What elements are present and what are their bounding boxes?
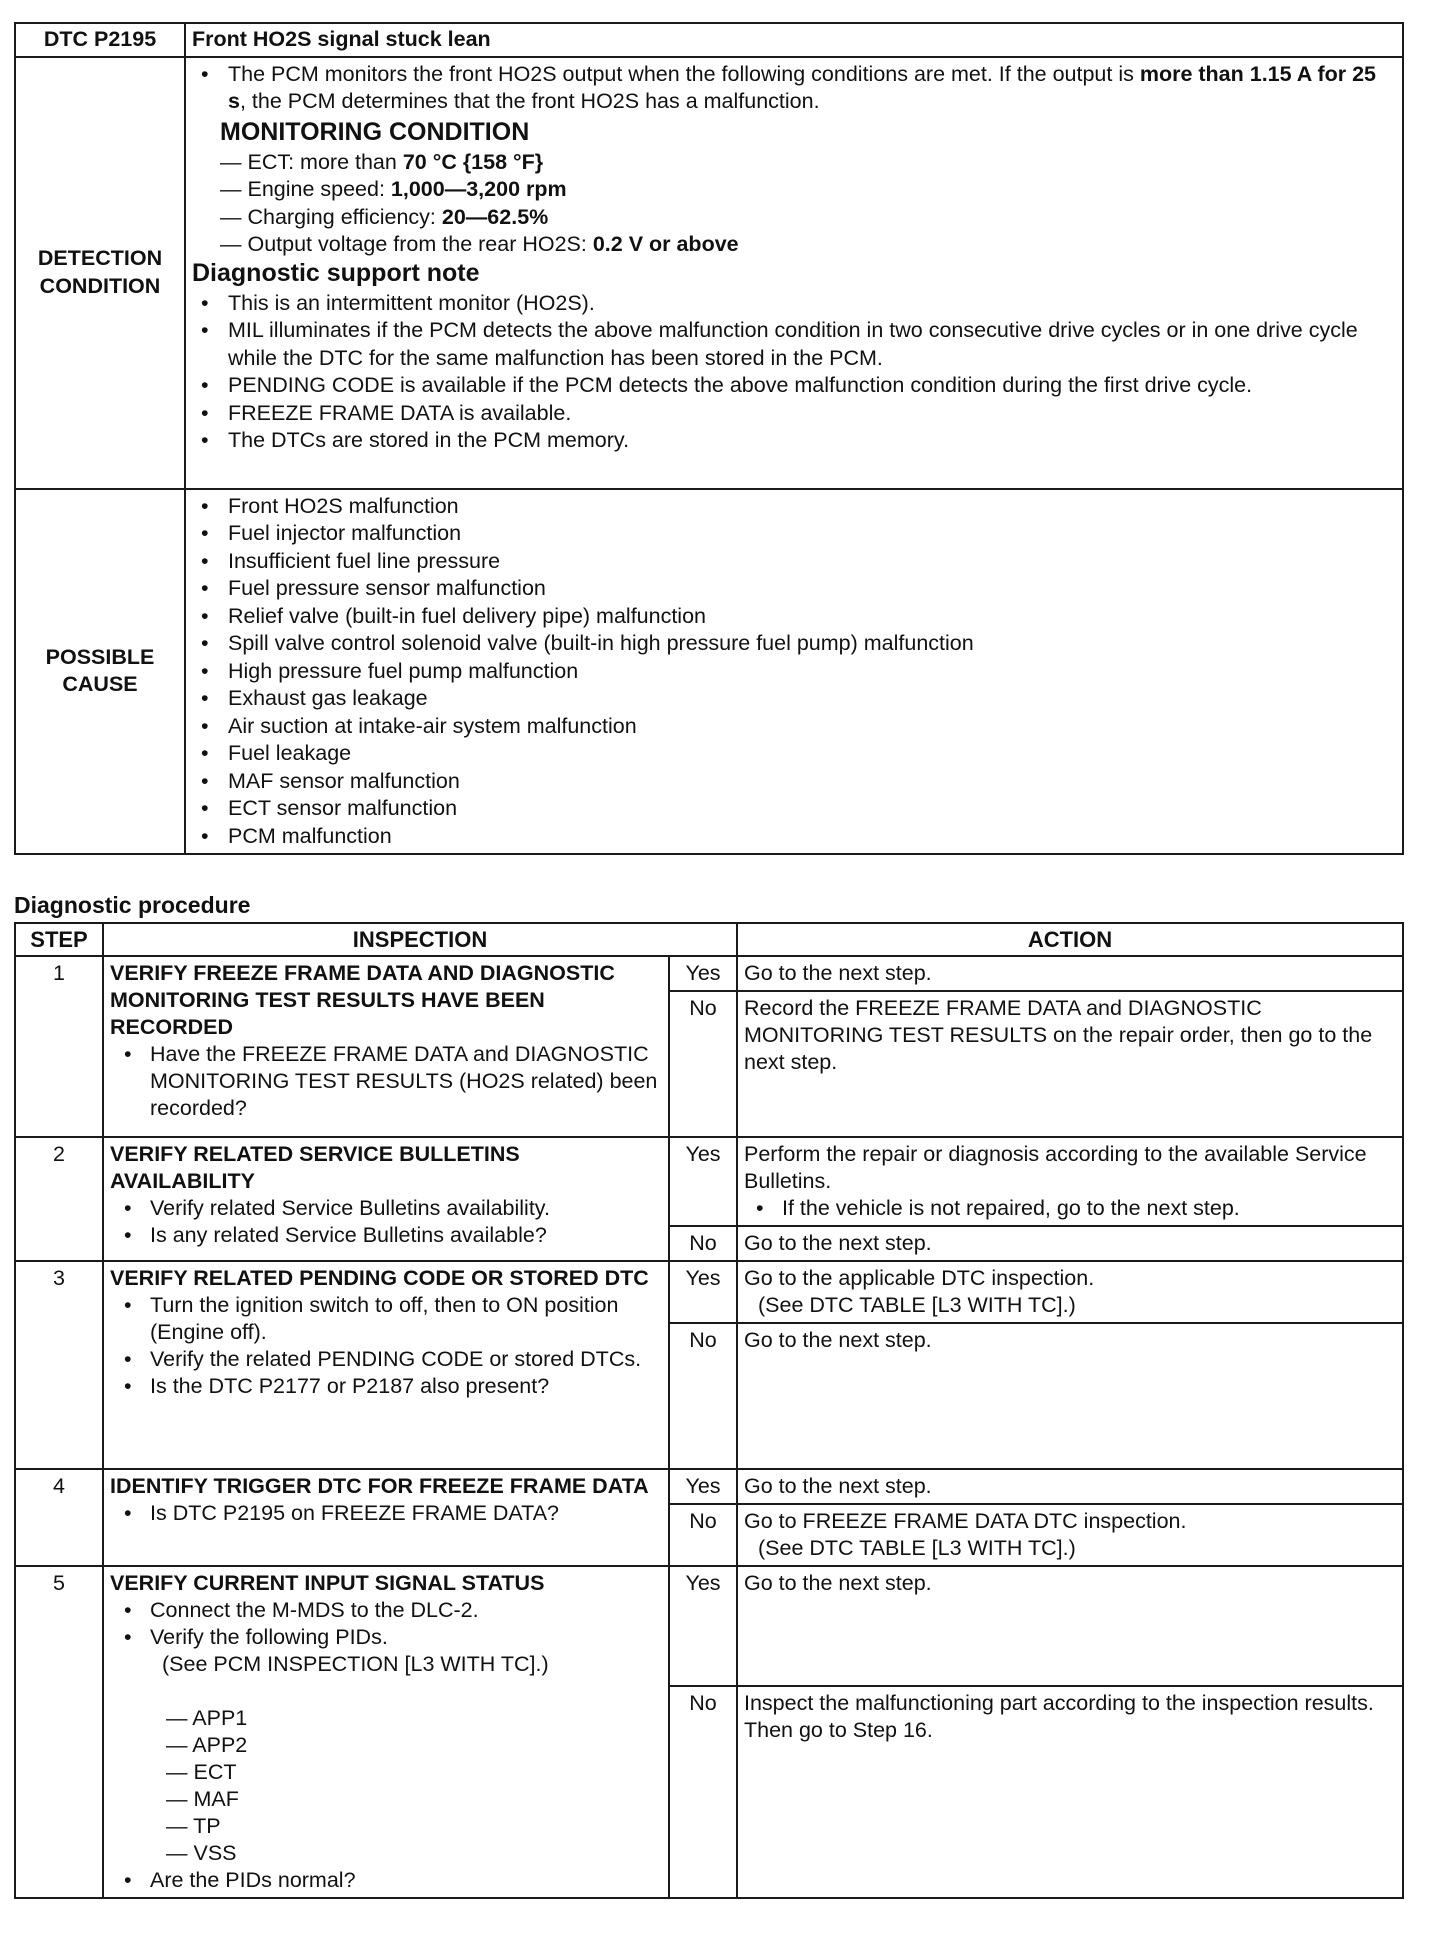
step-number: 4	[15, 1469, 103, 1566]
cause-item: • High pressure fuel pump malfunction	[228, 658, 1396, 686]
inspection-bullet: • Verify the following PIDs.	[150, 1624, 662, 1651]
support-note: • FREEZE FRAME DATA is available.	[228, 400, 1396, 428]
detection-intro: • The PCM monitors the front HO2S output when the following conditions are met. If the output is more than 1.15 A for 25 s, the PCM determines that the front HO2S has a malfunction.	[228, 61, 1396, 116]
inspection-bullet: • Verify the related PENDING CODE or stored DTCs.	[150, 1346, 662, 1373]
step-title: VERIFY FREEZE FRAME DATA AND DIAGNOSTIC MONITORING TEST RESULTS HAVE BEEN RECORDED	[110, 961, 615, 1039]
step-inspection	[103, 956, 669, 1137]
cause-item: • Front HO2S malfunction	[228, 493, 1396, 521]
cause-item: • Fuel pressure sensor malfunction	[228, 575, 1396, 603]
possible-cause-list	[185, 489, 1403, 855]
action-bullet: • If the vehicle is not repaired, go to the next step.	[782, 1195, 1396, 1222]
step-number: 3	[15, 1261, 103, 1469]
diagnostic-procedure-heading: Diagnostic procedure	[14, 892, 251, 918]
col-inspection-header: INSPECTION	[103, 923, 737, 956]
step-inspection	[103, 1261, 669, 1469]
yes-action: Go to the applicable DTC inspection. (See DTC TABLE [L3 WITH TC].)	[737, 1261, 1403, 1323]
support-note-heading: Diagnostic support note	[192, 258, 480, 287]
pcm-inspection-ref: (See PCM INSPECTION [L3 WITH TC].)	[162, 1652, 549, 1676]
inspection-bullet: • Turn the ignition switch to off, then to ON position (Engine off).	[150, 1292, 662, 1346]
cause-item: • Relief valve (built-in fuel delivery pipe) malfunction	[228, 603, 1396, 631]
cause-item: • MAF sensor malfunction	[228, 768, 1396, 796]
cause-item: • Exhaust gas leakage	[228, 685, 1396, 713]
cause-item: • Insufficient fuel line pressure	[228, 548, 1396, 576]
inspection-bullet: • Have the FREEZE FRAME DATA and DIAGNOSTIC MONITORING TEST RESULTS (HO2S related) been recorded?	[150, 1041, 662, 1122]
step-inspection	[103, 1566, 669, 1898]
monitoring-condition-heading: MONITORING CONDITION	[220, 117, 530, 146]
step-number: 5	[15, 1566, 103, 1898]
cause-item: • Air suction at intake-air system malfunction	[228, 713, 1396, 741]
support-note: • MIL illuminates if the PCM detects the above malfunction condition in two consecutive drive cycles or in one drive cycle while the DTC for the same malfunction has been stored in the PCM.	[228, 317, 1396, 372]
condition-item: — ECT: more than 70 °C {158 °F}	[220, 149, 544, 174]
cause-item: • Fuel leakage	[228, 740, 1396, 768]
possible-cause-label: POSSIBLE CAUSE	[15, 489, 185, 855]
inspection-bullet: • Is any related Service Bulletins available?	[150, 1222, 662, 1249]
inspection-bullet: • Are the PIDs normal?	[150, 1867, 662, 1894]
step-inspection	[103, 1137, 669, 1261]
yes-action: Go to the next step.	[737, 1469, 1403, 1504]
pid-item: — ECT	[166, 1760, 237, 1784]
dtc-code: DTC P2195	[15, 23, 185, 57]
detection-condition-label: DETECTION CONDITION	[15, 57, 185, 489]
cause-item: • Fuel injector malfunction	[228, 520, 1396, 548]
inspection-bullet: • Connect the M-MDS to the DLC-2.	[150, 1597, 662, 1624]
yes-action: Go to the next step.	[737, 956, 1403, 991]
inspection-bullet: • Is the DTC P2177 or P2187 also present?	[150, 1373, 662, 1400]
no-label: No	[669, 991, 737, 1137]
inspection-bullet: • Verify related Service Bulletins availability.	[150, 1195, 662, 1222]
no-label: No	[669, 1226, 737, 1261]
detection-condition-content	[185, 57, 1403, 489]
yes-label: Yes	[669, 1261, 737, 1323]
yes-label: Yes	[669, 1137, 737, 1226]
step-title: VERIFY RELATED SERVICE BULLETINS AVAILABILITY	[110, 1142, 520, 1193]
no-action: Record the FREEZE FRAME DATA and DIAGNOSTIC MONITORING TEST RESULTS on the repair order, then go to the next step.	[737, 991, 1403, 1137]
support-note: • PENDING CODE is available if the PCM detects the above malfunction condition during the first drive cycle.	[228, 372, 1396, 400]
yes-label: Yes	[669, 1566, 737, 1686]
step-title: VERIFY CURRENT INPUT SIGNAL STATUS	[110, 1571, 545, 1595]
support-note: • This is an intermittent monitor (HO2S).	[228, 290, 1396, 318]
yes-action: Go to the next step.	[737, 1566, 1403, 1686]
yes-label: Yes	[669, 956, 737, 991]
step-number: 1	[15, 956, 103, 1137]
condition-item: — Output voltage from the rear HO2S: 0.2 V or above	[220, 232, 739, 256]
no-action: Go to FREEZE FRAME DATA DTC inspection. (See DTC TABLE [L3 WITH TC].)	[737, 1504, 1403, 1566]
cause-item: • ECT sensor malfunction	[228, 795, 1396, 823]
yes-action: Perform the repair or diagnosis according to the available Service Bulletins. • If the vehicle is not repaired, go to the next step.	[737, 1137, 1403, 1226]
cause-item: • PCM malfunction	[228, 823, 1396, 851]
no-label: No	[669, 1686, 737, 1898]
step-title: IDENTIFY TRIGGER DTC FOR FREEZE FRAME DATA	[110, 1474, 649, 1498]
support-note: • The DTCs are stored in the PCM memory.	[228, 427, 1396, 455]
cause-item: • Spill valve control solenoid valve (built-in high pressure fuel pump) malfunction	[228, 630, 1396, 658]
col-step-header: STEP	[15, 923, 103, 956]
pid-item: — VSS	[166, 1841, 237, 1865]
step-inspection	[103, 1469, 669, 1566]
pid-item: — MAF	[166, 1787, 239, 1811]
yes-label: Yes	[669, 1469, 737, 1504]
pid-item: — TP	[166, 1814, 221, 1838]
pid-item: — APP1	[166, 1706, 248, 1730]
procedure-block	[14, 922, 1404, 1899]
procedure-table	[14, 922, 1404, 1899]
step-number: 2	[15, 1137, 103, 1261]
pid-item: — APP2	[166, 1733, 248, 1757]
step-title: VERIFY RELATED PENDING CODE OR STORED DTC	[110, 1266, 649, 1290]
no-action: Inspect the malfunctioning part according to the inspection results. Then go to Step 16.	[737, 1686, 1403, 1898]
no-action: Go to the next step.	[737, 1323, 1403, 1469]
no-action: Go to the next step.	[737, 1226, 1403, 1261]
no-label: No	[669, 1504, 737, 1566]
dtc-title: Front HO2S signal stuck lean	[185, 23, 1403, 57]
condition-item: — Engine speed: 1,000—3,200 rpm	[220, 177, 567, 201]
dtc-info-block	[14, 22, 1404, 855]
condition-item: — Charging efficiency: 20—62.5%	[220, 204, 549, 229]
dtc-table	[14, 22, 1404, 855]
col-action-header: ACTION	[737, 923, 1403, 956]
inspection-bullet: • Is DTC P2195 on FREEZE FRAME DATA?	[150, 1500, 662, 1527]
no-label: No	[669, 1323, 737, 1469]
